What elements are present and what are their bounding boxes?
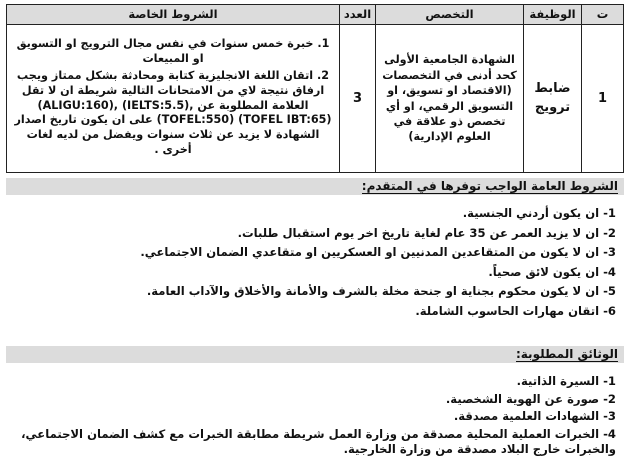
row-index: 1 <box>582 25 624 173</box>
list-item: 6- اتقان مهارات الحاسوب الشاملة. <box>415 303 616 318</box>
list-item: 1- ان يكون أردني الجنسية. <box>462 206 616 220</box>
condition-english <box>11 69 335 158</box>
list-item: 1- السيرة الذاتية. <box>516 374 616 388</box>
condition-certificate-validity: على ان يكون تاريخ اصدار الشهادة لا يزيد عن ثلاث سنوات ويفضل من لديه لغات أخرى . <box>14 113 320 156</box>
list-item: 3- ان لا يكون من المتقاعدين المدنيين او العسكريين او متقاعدي الضمان الاجتماعي. <box>140 245 616 259</box>
list-item: 3- الشهادات العلمية مصدقة. <box>453 409 616 423</box>
general-conditions-title: الشروط العامة الواجب توفرها في المتقدم: <box>361 179 618 193</box>
header-job: الوظيفة <box>524 5 582 25</box>
header-count: العدد <box>340 5 376 25</box>
required-documents-heading <box>6 346 624 363</box>
condition-exam-scores: (ALIGU:160), (IELTS:5.5), (TOFEL:550) <box>37 98 235 127</box>
header-specialization: التخصص <box>376 5 524 25</box>
general-conditions-list <box>16 206 616 323</box>
row-job-title: ضابط ترويج <box>524 25 582 173</box>
required-documents-list <box>16 374 616 457</box>
row-count: 3 <box>340 25 376 173</box>
list-item: 2- صورة عن الهوية الشخصية. <box>445 391 616 406</box>
general-conditions-heading <box>6 178 624 195</box>
list-item: 2- ان لا يزيد العمر عن 35 عام لغاية تاريخ اخر يوم استقبال طلبات. <box>237 225 616 240</box>
row-specialization: الشهادة الجامعية الأولى كحد أدنى في التخصصات (الاقتصاد او تسويق، او التسويق الرقمي، او أي تخصص ذو علاقة في العلوم الإدارية) <box>376 25 524 173</box>
condition-english-text: 2. اتقان اللغة الانجليزية كتابة ومحادثة بشكل ممتاز ويجب ارفاق نتيجة لاي من الامتحانات التالية شريطة ان لا تقل العلامة المطلوبة عن <box>16 68 330 112</box>
header-conditions: الشروط الخاصة <box>7 5 340 25</box>
required-documents-title: الوثائق المطلوبة: <box>515 347 618 361</box>
list-item: 4- الخبرات العملية المحلية مصدقة من وزارة العمل شريطة مطابقة الخبرات مع كشف الضمان الاجتماعي، والخبرات خارج البلاد مصدقة من وزارة الخارجية. <box>21 426 616 457</box>
job-table <box>6 4 624 173</box>
table-row <box>7 25 624 173</box>
condition-experience: 1. خبرة خمس سنوات في نفس مجال الترويج او التسويق او المبيعات <box>16 37 330 66</box>
row-special-conditions <box>7 25 340 173</box>
condition-exam-ibt: (TOFEL IBT:65) <box>238 113 332 127</box>
table-header-row <box>7 5 624 25</box>
header-index: ت <box>582 5 624 25</box>
list-item: 4- ان يكون لائق صحياً. <box>488 264 616 279</box>
list-item: 5- ان لا يكون محكوم بجناية او جنحة مخلة بالشرف والأمانة والأخلاق والآداب العامة. <box>146 284 616 298</box>
